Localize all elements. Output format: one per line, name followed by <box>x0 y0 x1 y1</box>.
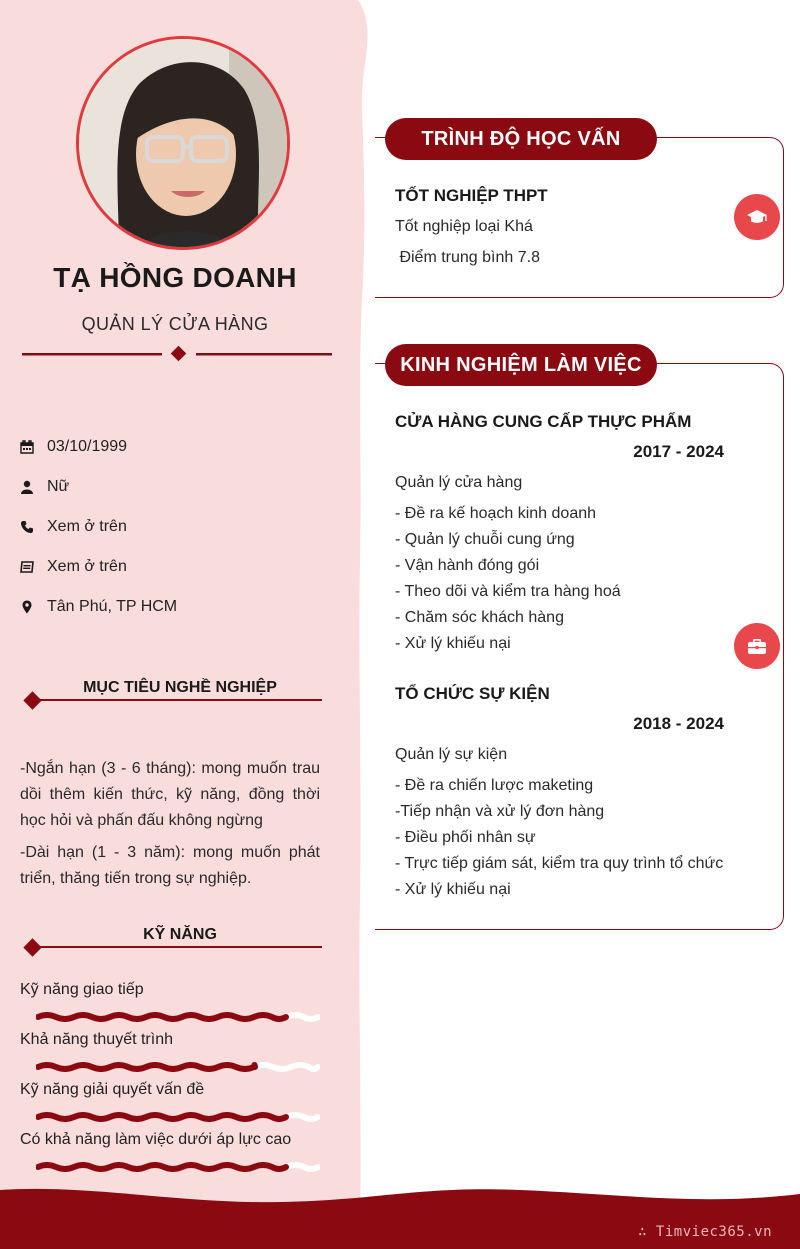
info-address <box>20 595 320 619</box>
experience-duties <box>395 773 723 903</box>
skill-bar-fill <box>38 1065 255 1069</box>
job-title: QUẢN LÝ CỬA HÀNG <box>81 314 269 334</box>
experience-years: 2017 - 2024 <box>633 442 724 461</box>
skill-label: Kỹ năng giải quyết vấn đề <box>20 1081 205 1098</box>
list-item: - Đề ra kế hoạch kinh doanh <box>395 505 597 522</box>
list-item: - Xử lý khiếu nại <box>395 881 511 898</box>
list-item: - Vận hành đóng gói <box>395 557 540 574</box>
skills-divider <box>34 946 322 948</box>
briefcase-icon <box>734 623 780 669</box>
education-school: TỐT NGHIỆP THPT <box>395 186 548 205</box>
skill-bar <box>36 1112 320 1122</box>
full-name: TẠ HỒNG DOANH <box>53 262 297 293</box>
info-email <box>20 555 320 579</box>
list-item: - Theo dõi và kiểm tra hàng hoá <box>395 583 621 600</box>
list-item: - Trực tiếp giám sát, kiểm tra quy trình tổ chức <box>395 855 724 872</box>
phone-icon <box>20 520 47 534</box>
skills-heading <box>20 926 322 950</box>
list-item: -Tiếp nhận và xử lý đơn hàng <box>395 803 605 820</box>
objective-short-term: -Ngắn hạn (3 - 6 tháng): mong muốn trau dồi thêm kiến thức, kỹ năng, đồng thời học hỏi và phấn đấu không ngừng <box>20 760 320 829</box>
experience-duties <box>395 501 621 657</box>
experience-role: Quản lý cửa hàng <box>395 474 523 491</box>
skill-bar-fill <box>38 1015 286 1019</box>
gender-value: Nữ <box>47 478 70 495</box>
skill-bar-track <box>286 1115 318 1119</box>
skill-label: Có khả năng làm việc dưới áp lực cao <box>20 1131 292 1148</box>
user-icon <box>20 480 47 494</box>
watermark: ∴ Timviec365.vn <box>638 1224 772 1240</box>
list-item: - Điều phối nhân sự <box>395 829 536 846</box>
experience-header: KINH NGHIỆM LÀM VIỆC <box>385 344 657 386</box>
education-gpa: Điểm trung bình 7.8 <box>395 249 540 266</box>
title-divider <box>22 346 332 362</box>
map-pin-icon <box>20 600 47 614</box>
objective-title: MỤC TIÊU NGHỀ NGHIỆP <box>83 679 277 696</box>
objective-heading <box>20 679 322 703</box>
skill-bar-track <box>286 1165 318 1169</box>
skill-bar-track <box>255 1065 318 1069</box>
skills-title: KỸ NĂNG <box>143 926 217 943</box>
experience-company: CỬA HÀNG CUNG CẤP THỰC PHẨM <box>395 412 692 431</box>
info-gender <box>20 475 320 499</box>
birthday-value: 03/10/1999 <box>47 438 128 455</box>
experience-years: 2018 - 2024 <box>633 714 724 733</box>
education-header: TRÌNH ĐỘ HỌC VẤN <box>385 118 657 160</box>
objective-long-term: -Dài hạn (1 - 3 năm): mong muốn phát triển, thăng tiến trong sự nghiệp. <box>20 844 320 887</box>
email-value: Xem ở trên <box>47 558 127 575</box>
skill-label: Khả năng thuyết trình <box>20 1031 173 1048</box>
skill-bar-fill <box>38 1115 286 1119</box>
list-item: - Xử lý khiếu nại <box>395 635 511 652</box>
skill-bar-track <box>286 1015 318 1019</box>
skill-bar <box>36 1062 320 1072</box>
phone-value: Xem ở trên <box>47 518 127 535</box>
list-item: - Chăm sóc khách hàng <box>395 609 564 626</box>
list-item: - Đề ra chiến lược maketing <box>395 777 594 794</box>
avatar <box>76 36 290 250</box>
address-value: Tân Phú, TP HCM <box>47 598 178 615</box>
objective-divider <box>34 699 322 701</box>
calendar-icon <box>20 440 47 454</box>
skill-bar <box>36 1162 320 1172</box>
info-phone <box>20 515 320 539</box>
experience-company: TỔ CHỨC SỰ KIỆN <box>395 684 550 703</box>
objective-text <box>20 756 320 892</box>
education-grade: Tốt nghiệp loại Khá <box>395 218 533 235</box>
info-birthday <box>20 435 320 459</box>
skill-bar <box>36 1012 320 1022</box>
email-icon <box>20 560 47 574</box>
experience-role: Quản lý sự kiện <box>395 746 508 763</box>
graduation-cap-icon <box>734 194 780 240</box>
list-item: - Quản lý chuỗi cung ứng <box>395 531 575 548</box>
skill-bar-fill <box>38 1165 286 1169</box>
skill-label: Kỹ năng giao tiếp <box>20 981 144 998</box>
